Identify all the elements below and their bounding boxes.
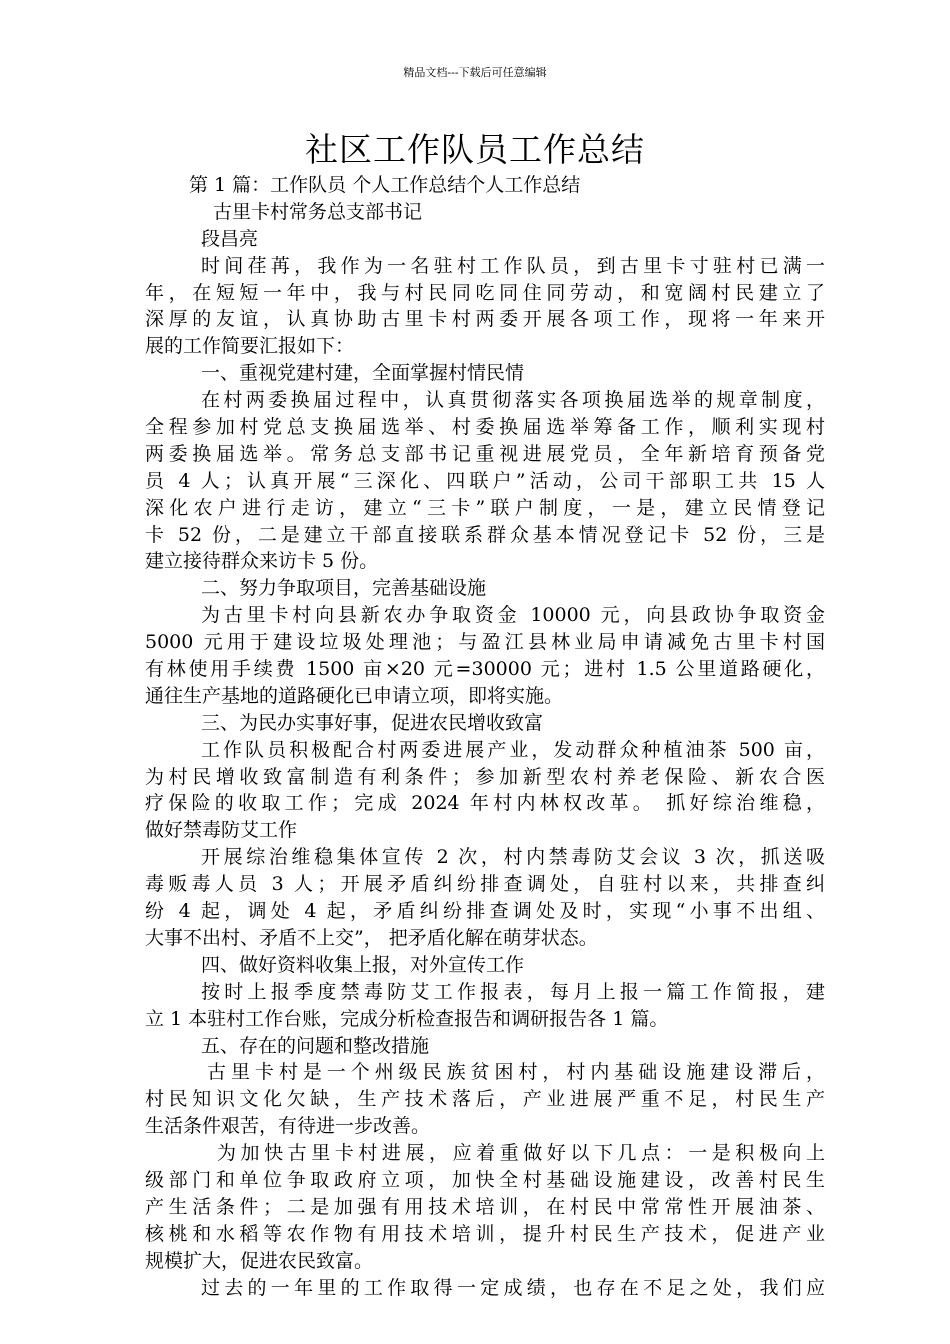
text-line: 古里卡村常务总支部书记	[213, 200, 423, 223]
text-line: 级部门和单位争取政府立项，加快全村基础设施建设，改善村民生	[145, 1168, 825, 1191]
text-line: 做好禁毒防艾工作	[145, 819, 298, 842]
text-line: 在村两委换届过程中，认真贯彻落实各项换届选举的规章制度，	[201, 389, 825, 412]
text-line: 二、努力争取项目，完善基础设施	[201, 577, 487, 600]
text-line: 为村民增收致富制造有利条件；参加新型农村养老保险、新农合医	[145, 765, 825, 788]
text-line: 产生活条件；二是加强有用技术培训，在村民中常常性开展油茶、	[145, 1195, 825, 1218]
header-note: 精品文档---下载后可任意编辑	[403, 66, 547, 79]
text-line: 疗保险的收取工作；完成 2024 年村内林权改革。 抓好综治维稳，	[145, 792, 825, 815]
text-line: 立 1 本驻村工作台账，完成分析检查报告和调研报告各 1 篇。	[145, 1007, 669, 1030]
text-line: 年，在短短一年中，我与村民同吃同住同劳动，和宽阔村民建立了	[145, 281, 825, 304]
text-line: 工作队员积极配合村两委进展产业，发动群众种植油茶 500 亩，	[201, 738, 825, 761]
text-line: 深厚的友谊，认真协助古里卡村两委开展各项工作，现将一年来开	[145, 308, 825, 331]
text-line: 为古里卡村向县新农办争取资金 10000 元，向县政协争取资金	[201, 604, 825, 627]
text-line: 村民知识文化欠缺，生产技术落后，产业进展严重不足，村民生产	[145, 1088, 825, 1111]
text-line: 展的工作简要汇报如下：	[145, 335, 355, 358]
text-line: 毒贩毒人员 3 人；开展矛盾纠纷排查调处，自驻村以来，共排查纠	[145, 873, 825, 896]
text-line: 卡 52 份，二是建立干部直接联系群众基本情况登记卡 52 份，三是	[145, 523, 825, 546]
text-line: 按时上报季度禁毒防艾工作报表，每月上报一篇工作简报，建	[201, 980, 825, 1003]
text-line: 全程参加村党总支换届选举、村委换届选举筹备工作，顺利实现村	[145, 416, 825, 439]
text-line: 核桃和水稻等农作物有用技术培训，提升村民生产技术，促进产业	[145, 1222, 825, 1245]
text-line: 5000 元用于建设垃圾处理池；与盈江县林业局申请减免古里卡村国	[145, 631, 825, 654]
text-line: 通往生产基地的道路硬化已申请立项，即将实施。	[145, 684, 564, 707]
text-line: 三、为民办实事好事，促进农民增收致富	[201, 711, 544, 734]
text-line: 开展综治维稳集体宣传 2 次，村内禁毒防艾会议 3 次，抓送吸	[201, 846, 825, 869]
text-line: 过去的一年里的工作取得一定成绩，也存在不足之处，我们应	[201, 1276, 825, 1299]
text-line: 员 4 人；认真开展“三深化、四联户”活动，公司干部职工共 15 人	[145, 469, 825, 492]
document-body	[145, 172, 825, 1301]
text-line: 大事不出村、矛盾不上交”， 把矛盾化解在萌芽状态。	[145, 926, 598, 949]
text-line: 规模扩大，促进农民致富。	[145, 1249, 374, 1272]
text-line: 四、做好资料收集上报，对外宣传工作	[201, 953, 525, 976]
text-line: 段昌亮	[201, 227, 259, 250]
text-line: 生活条件艰苦，有待进一步改善。	[145, 1115, 431, 1138]
text-line: 两委换届选举。常务总支部书记重视进展党员，全年新培育预备党	[145, 442, 825, 465]
text-line: 建立接待群众来访卡 5 份。	[145, 550, 379, 573]
text-line: 纷 4 起，调处 4 起，矛盾纠纷排查调处及时，实现“小事不出组、	[145, 900, 825, 923]
document-title: 社区工作队员工作总结	[305, 130, 645, 169]
text-line: 五、存在的问题和整改措施	[201, 1034, 430, 1057]
text-line: 为加快古里卡村进展，应着重做好以下几点：一是积极向上	[217, 1142, 825, 1165]
text-line: 古里卡村是一个州级民族贫困村，村内基础设施建设滞后，	[207, 1061, 825, 1084]
text-line: 时间荏苒，我作为一名驻村工作队员，到古里卡寸驻村已满一	[201, 254, 825, 277]
text-line: 第 1 篇：工作队员 个人工作总结个人工作总结	[189, 174, 581, 196]
text-line: 一、重视党建村建，全面掌握村情民情	[201, 362, 525, 385]
text-line: 有林使用手续费 1500 亩×20 元=30000 元；进村 1.5 公里道路硬化，	[145, 658, 825, 681]
text-line: 深化农户进行走访，建立“三卡”联户制度，一是，建立民情登记	[145, 496, 825, 519]
